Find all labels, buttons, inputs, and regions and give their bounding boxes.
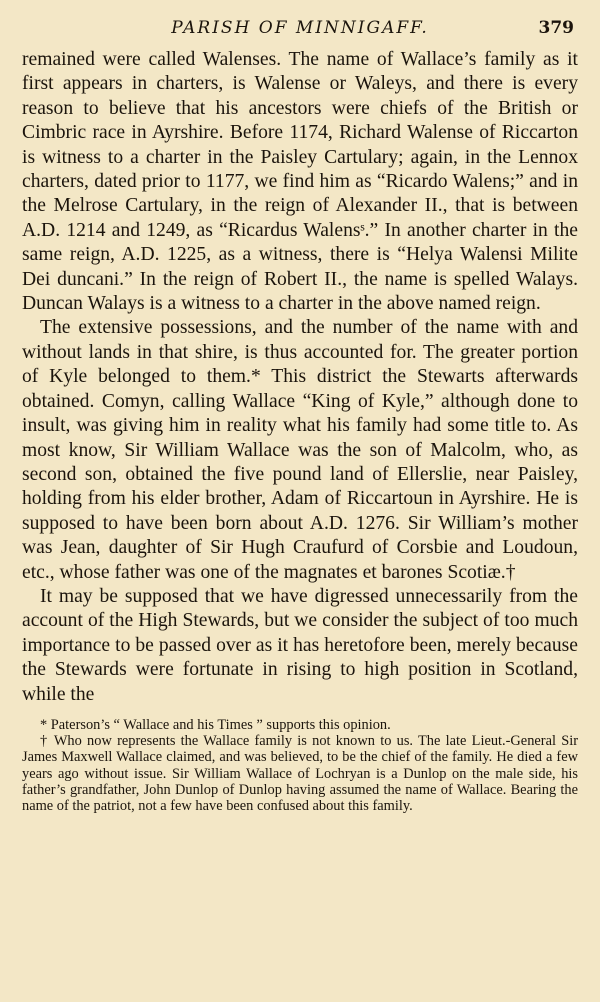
footnotes (22, 717, 578, 814)
paragraph: The extensive possessions, and the number of the name with and without lands in that shire, is thus accounted for. The greater portion of Kyle belonged to them.* This district the Stewarts afterwards obtained. Comyn, calling Wallace “King of Kyle,” although done to insult, was giving him in reality what his family had some title to. As most know, Sir William Wallace was the son of Malcolm, who, as second son, obtained the five pound land of Ellerslie, near Paisley, holding from his elder brother, Adam of Riccartoun in Ayrshire. He is supposed to have been born about A.D. 1276. Sir William’s mother was Jean, daughter of Sir Hugh Craufurd of Corsbie and Loudoun, etc., whose father was one of the magnates et barones Scotiæ.† (22, 317, 578, 583)
paragraph: It may be supposed that we have digressed unnecessarily from the account of the High Stewards, but we consider the subject of too much importance to be passed over as it has heretofore been, merely because the Stewards were fortunate in rising to high position in Scotland, while the (22, 585, 578, 705)
page-header (22, 14, 578, 48)
footnote: † Who now represents the Wallace family is not known to us. The late Lieut.-General Sir James Maxwell Wallace claimed, and was believed, to be the chief of the family. He died a few years ago without issue. Sir William Wallace of Lochryan is a Dunlop on the male side, his father’s grandfather, John Dunlop of Dunlop having assumed the name of Wallace. Bearing the name of the patriot, not a few have been confused about this family. (22, 733, 578, 814)
footnote: * Paterson’s “ Wallace and his Times ” supports this opinion. (40, 716, 391, 733)
running-title: PARISH OF MINNIGAFF. (171, 18, 429, 38)
body-text (22, 48, 578, 707)
page-number: 379 (538, 18, 574, 38)
paragraph: remained were called Walenses. The name of Wallace’s family as it first appears in charters, is Walense or Waleys, and there is every reason to believe that his ancestors were chiefs of the British or Cimbric race in Ayrshire. Before 1174, Richard Walense of Riccarton is witness to a charter in the Paisley Cartulary; again, in the Lennox charters, dated prior to 1177, we find him as “Ricardo Walens;” and in the Melrose Cartulary, in the reign of Alexander II., that is between A.D. 1214 and 1249, as “Ricardus Walensˢ.” In another charter in the same reign, A.D. 1225, as a witness, there is “Helya Walensi Milite Dei duncani.” In the reign of Robert II., the name is spelled Walays. Duncan Walays is a witness to a charter in the above named reign. (22, 49, 578, 315)
